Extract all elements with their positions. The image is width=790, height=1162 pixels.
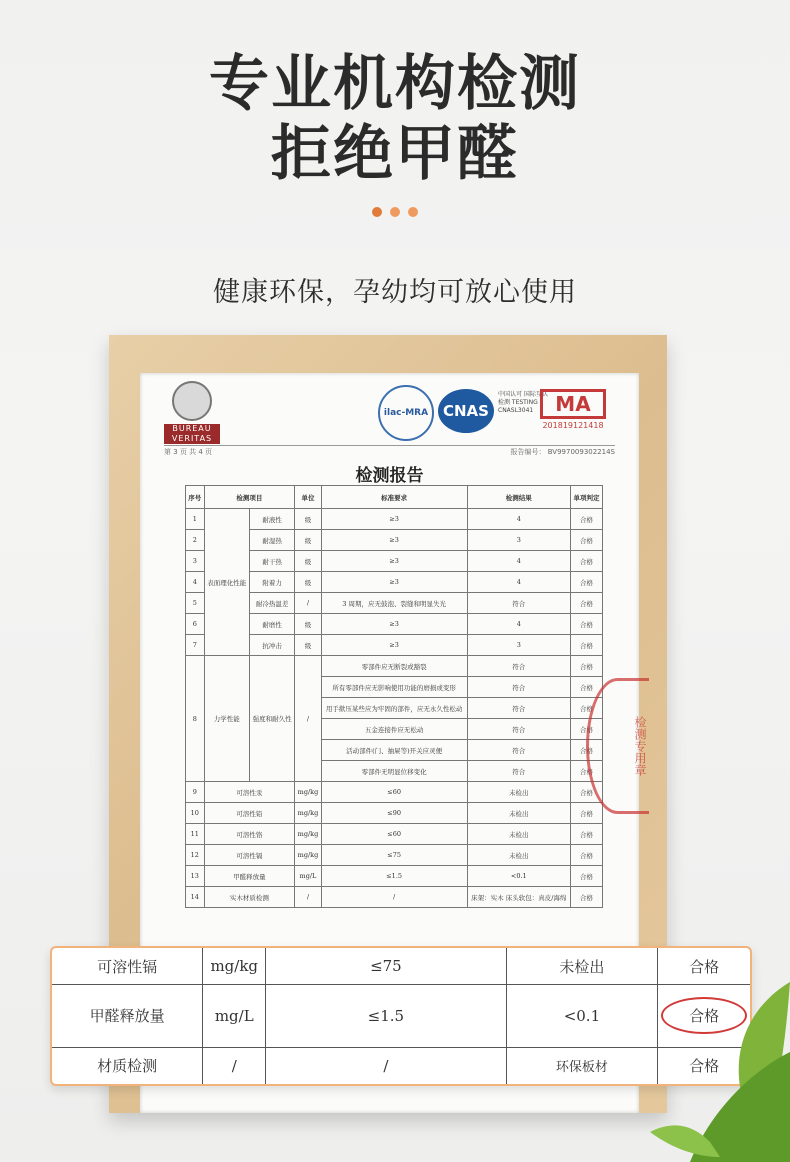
table-cell: 9 (186, 782, 205, 803)
table-cell: 附着力 (249, 572, 294, 593)
table-cell: 3 (467, 530, 570, 551)
zoom-table-cell: 未检出 (506, 948, 658, 985)
decorative-dots (0, 202, 790, 221)
table-cell: 零部件无明显位移变化 (321, 761, 467, 782)
table-cell: 符合 (467, 656, 570, 677)
table-cell: 可溶性汞 (204, 782, 295, 803)
table-cell: 合格 (570, 866, 602, 887)
table-cell: / (295, 887, 321, 908)
dot-icon (408, 207, 418, 217)
table-cell: 合格 (570, 782, 602, 803)
table-cell: 耐干热 (249, 551, 294, 572)
table-cell: 强度和耐久性 (249, 656, 294, 782)
table-cell: ≥3 (321, 530, 467, 551)
report-title: 检测报告 (355, 466, 424, 486)
dot-icon (390, 207, 400, 217)
table-cell: ≤90 (321, 803, 467, 824)
table-cell: 5 (186, 593, 205, 614)
table-cell: 级 (295, 551, 321, 572)
table-cell: 3 (186, 551, 205, 572)
table-cell: 合格 (570, 593, 602, 614)
bureau-veritas-logo: BUREAU VERITAS (164, 381, 220, 444)
zoom-table-cell: / (266, 1047, 506, 1084)
zoom-table-cell: 甲醛释放量 (52, 985, 203, 1048)
table-cell: 12 (186, 845, 205, 866)
table-cell: 符合 (467, 761, 570, 782)
zoom-table-cell: ≤1.5 (266, 985, 506, 1048)
table-cell: ≥3 (321, 551, 467, 572)
table-cell: 13 (186, 866, 205, 887)
inspection-stamp: 检测专用章 (586, 678, 649, 814)
table-cell: 合格 (570, 803, 602, 824)
table-cell: 合格 (570, 572, 602, 593)
table-cell: 合格 (570, 824, 602, 845)
zoom-table-cell: 合格 (658, 1047, 750, 1084)
table-cell: 抗冲击 (249, 635, 294, 656)
table-cell: ≥3 (321, 572, 467, 593)
hero-title-line1: 专业机构检测 (209, 49, 581, 119)
cma-logo: MA 201819121418 (540, 389, 606, 430)
zoom-table-cell: mg/kg (203, 948, 266, 985)
table-cell: 合格 (570, 509, 602, 530)
table-cell: 活动部件(门、抽屉等)开关应灵便 (321, 740, 467, 761)
table-cell: mg/kg (295, 845, 321, 866)
table-row (186, 845, 603, 866)
table-cell: 符合 (467, 740, 570, 761)
hero-title-line2: 拒绝甲醛 (271, 119, 519, 189)
report-table (185, 485, 603, 908)
table-row (186, 803, 603, 824)
table-cell: 甲醛释放量 (204, 866, 295, 887)
table-cell: 实木材质检测 (204, 887, 295, 908)
table-cell: 4 (467, 572, 570, 593)
table-cell: 耐磨性 (249, 614, 294, 635)
ilac-mra-logo: ilac-MRA (378, 385, 434, 441)
zoom-table-row (52, 948, 750, 985)
table-cell: 可溶性铬 (204, 824, 295, 845)
table-row (186, 824, 603, 845)
table-cell: 合格 (570, 719, 602, 740)
table-cell: 3 周期，应无鼓泡、裂缝和明显失光 (321, 593, 467, 614)
table-cell: 五金连接件应无松动 (321, 719, 467, 740)
table-cell: mg/kg (295, 803, 321, 824)
table-cell: 未检出 (467, 845, 570, 866)
zoom-table-cell: <0.1 (506, 985, 658, 1048)
zoom-table-cell: 材质检测 (52, 1047, 203, 1084)
table-cell: 表面理化性能 (204, 509, 249, 656)
table-cell: 合格 (570, 656, 602, 677)
zoom-table-cell: 合格 (658, 948, 750, 985)
table-cell: ≥3 (321, 635, 467, 656)
zoom-table-cell: / (203, 1047, 266, 1084)
zoomed-result-table (50, 946, 752, 1086)
table-cell: / (321, 887, 467, 908)
column-header: 序号 (186, 486, 205, 509)
hero-subtitle: 健康环保，孕幼均可放心使用 (213, 277, 577, 308)
table-cell: 可溶性铅 (204, 803, 295, 824)
table-cell: 3 (467, 635, 570, 656)
cnas-logo: CNAS (438, 389, 494, 433)
column-header: 标准要求 (321, 486, 467, 509)
table-cell: 耐冷热温差 (249, 593, 294, 614)
zoom-table-row (52, 985, 750, 1048)
table-cell: 4 (467, 509, 570, 530)
dot-icon (372, 207, 382, 217)
table-cell: 级 (295, 530, 321, 551)
table-cell: 6 (186, 614, 205, 635)
table-cell: ≤60 (321, 782, 467, 803)
table-cell: 合格 (570, 887, 602, 908)
table-cell: / (295, 593, 321, 614)
table-cell: ≥3 (321, 614, 467, 635)
table-cell: 2 (186, 530, 205, 551)
table-cell: 未检出 (467, 824, 570, 845)
table-cell: ≤1.5 (321, 866, 467, 887)
table-cell: 级 (295, 509, 321, 530)
table-cell: 合格 (570, 740, 602, 761)
table-cell: 床架：实木 床头软包：真皮/海绵 (467, 887, 570, 908)
table-cell: 级 (295, 572, 321, 593)
table-row (186, 887, 603, 908)
table-cell: 力学性能 (204, 656, 249, 782)
table-cell: 合格 (570, 635, 602, 656)
table-cell: 7 (186, 635, 205, 656)
table-cell: ≤75 (321, 845, 467, 866)
table-row (186, 509, 603, 530)
zoom-table-cell: 环保板材 (506, 1047, 658, 1084)
table-cell: 11 (186, 824, 205, 845)
column-header: 单项判定 (570, 486, 602, 509)
table-cell: 4 (467, 551, 570, 572)
table-cell: 符合 (467, 719, 570, 740)
page-note: 第 3 页 共 4 页 (164, 448, 213, 456)
leaf-decoration (650, 942, 790, 1162)
table-cell: 合格 (570, 551, 602, 572)
table-cell: 4 (186, 572, 205, 593)
table-cell: 符合 (467, 677, 570, 698)
table-cell: <0.1 (467, 866, 570, 887)
table-cell: 1 (186, 509, 205, 530)
table-cell: 合格 (570, 530, 602, 551)
highlight-circle: 合格 (661, 997, 747, 1034)
cnas-note: 中国认可 国际互认 检测 TESTING CNASL3041 (498, 391, 548, 414)
zoom-table-cell: ≤75 (266, 948, 506, 985)
table-cell: 用手揿压某些应为牢固的部件，应无永久性松动 (321, 698, 467, 719)
table-cell: 合格 (570, 761, 602, 782)
table-cell: 可溶性镉 (204, 845, 295, 866)
divider (164, 445, 615, 446)
zoom-table-cell: 可溶性镉 (52, 948, 203, 985)
column-header: 检测项目 (204, 486, 295, 509)
table-cell: 级 (295, 614, 321, 635)
table-row (186, 656, 603, 677)
table-cell: 未检出 (467, 782, 570, 803)
column-header: 单位 (295, 486, 321, 509)
table-cell: 符合 (467, 593, 570, 614)
table-cell: 8 (186, 656, 205, 782)
table-cell: 耐液性 (249, 509, 294, 530)
table-cell: 合格 (570, 614, 602, 635)
table-cell: ≥3 (321, 509, 467, 530)
table-cell: 耐湿热 (249, 530, 294, 551)
table-cell: 级 (295, 635, 321, 656)
table-cell: mg/L (295, 866, 321, 887)
table-row (186, 866, 603, 887)
table-cell: 所有零部件应无影响使用功能的磨损或变形 (321, 677, 467, 698)
table-cell: mg/kg (295, 824, 321, 845)
column-header: 检测结果 (467, 486, 570, 509)
zoom-table-row (52, 1047, 750, 1084)
table-cell: 零部件应无断裂或豁裂 (321, 656, 467, 677)
table-row (186, 782, 603, 803)
table-cell: 未检出 (467, 803, 570, 824)
table-cell: mg/kg (295, 782, 321, 803)
table-cell: 合格 (570, 845, 602, 866)
table-cell: ≤60 (321, 824, 467, 845)
table-cell: 4 (467, 614, 570, 635)
table-cell: 14 (186, 887, 205, 908)
table-header-row (186, 486, 603, 509)
table-cell: 符合 (467, 698, 570, 719)
table-cell: 10 (186, 803, 205, 824)
zoom-table-cell: mg/L (203, 985, 266, 1048)
table-cell: 合格 (570, 677, 602, 698)
table-cell: 合格 (570, 698, 602, 719)
report-number: 报告编号： BV997009302214S (510, 448, 615, 456)
table-cell: / (295, 656, 321, 782)
